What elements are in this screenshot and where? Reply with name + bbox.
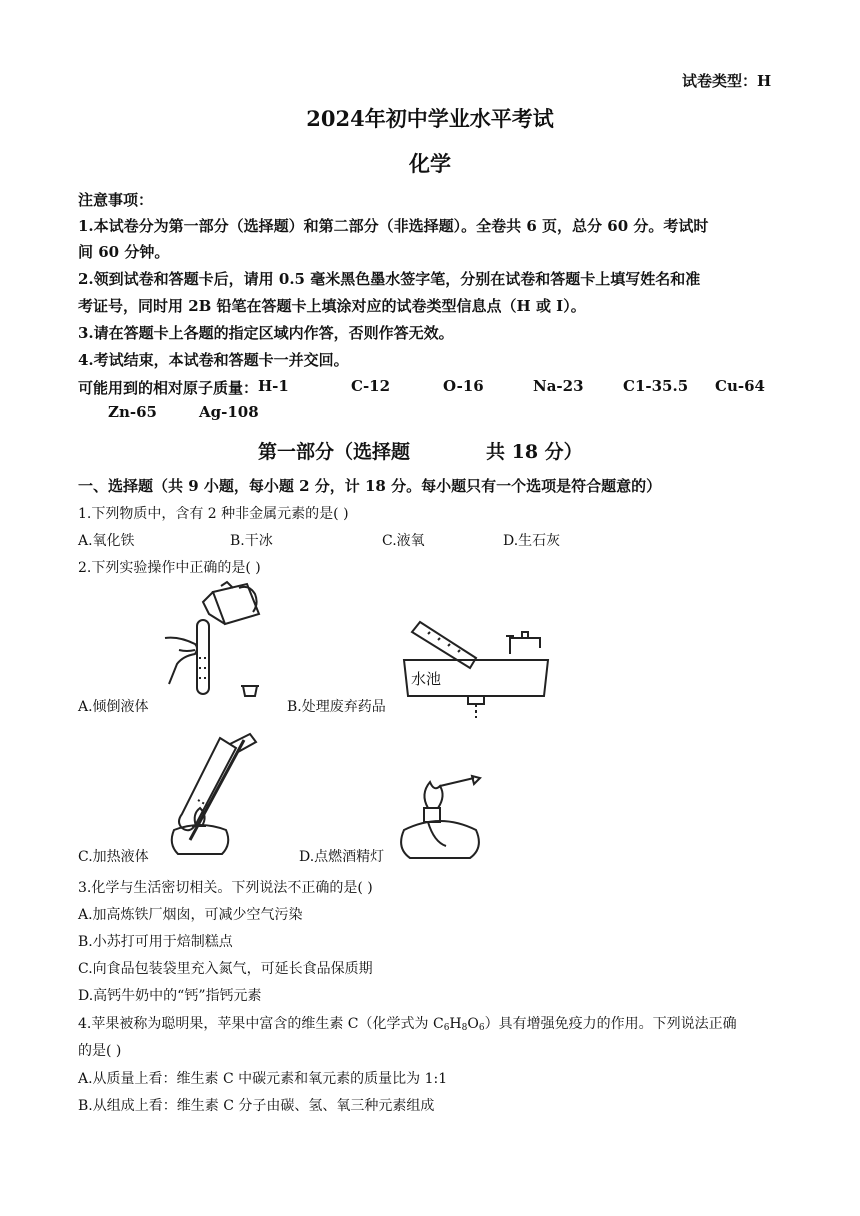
atomic-mass-cl: C1-35.5 (623, 377, 689, 395)
q1-option-d: D.生石灰 (503, 533, 561, 549)
q4-stem-line-2: 的是( ) (78, 1043, 122, 1059)
q3-option-a: A.加高炼铁厂烟囱，可减少空气污染 (78, 907, 303, 923)
atomic-mass-label: 可能用到的相对原子质量： (78, 379, 259, 397)
notice-heading: 注意事项： (78, 191, 154, 209)
q2-stem: 2.下列实验操作中正确的是( ) (78, 560, 261, 576)
q3-option-b: B.小苏打可用于焙制糕点 (78, 934, 233, 950)
q1-option-c: C.液氧 (382, 533, 425, 549)
notice-item-3: 3.请在答题卡上各题的指定区域内作答，否则作答无效。 (78, 324, 454, 342)
part1-score: 共 18 分） (486, 441, 583, 463)
figure-pouring-liquid (155, 580, 285, 710)
exam-title: 2024年初中学业水平考试 (306, 106, 554, 131)
atomic-mass-na: Na-23 (533, 377, 584, 395)
paper-type: 试卷类型：H (682, 72, 772, 90)
atomic-mass-o: O-16 (443, 377, 484, 395)
notice-item-1-line-2: 间 60 分钟。 (78, 243, 170, 261)
q1-stem: 1.下列物质中，含有 2 种非金属元素的是( ) (78, 506, 349, 522)
q3-option-d: D.高钙牛奶中的“钙”指钙元素 (78, 988, 262, 1004)
q4-option-a: A.从质量上看：维生素 C 中碳元素和氧元素的质量比为 1:1 (78, 1071, 448, 1087)
figure-lighting-lamp (398, 770, 498, 860)
q2-option-b: B.处理废弃药品 (287, 699, 386, 715)
q1-option-a: A.氧化铁 (78, 533, 135, 549)
figure-heating-liquid (160, 730, 280, 860)
q4-stem-line-1: 4.苹果被称为聪明果，苹果中富含的维生素 C（化学式为 $C_6H_8O_6$）具有增强免疫力的作用。下列说法正确 (78, 1016, 737, 1033)
q4-option-b: B.从组成上看：维生素 C 分子由碳、氢、氧三种元素组成 (78, 1098, 435, 1114)
q3-stem: 3.化学与生活密切相关。下列说法不正确的是( ) (78, 880, 373, 896)
figure-sink-disposal (398, 610, 558, 720)
q2-option-d: D.点燃酒精灯 (299, 849, 385, 865)
notice-item-4: 4.考试结束，本试卷和答题卡一并交回。 (78, 351, 349, 369)
notice-item-1-line-1: 1.本试卷分为第一部分（选择题）和第二部分（非选择题）。全卷共 6 页，总分 60 分。考试时 (78, 217, 709, 235)
q2-option-a: A.倾倒液体 (78, 699, 149, 715)
atomic-mass-h: H-1 (258, 377, 289, 395)
q1-option-b: B.干冰 (230, 533, 273, 549)
q2-option-c: C.加热液体 (78, 849, 149, 865)
sink-label: 水池 (411, 670, 442, 688)
notice-item-2-line-2: 考证号，同时用 2B 铅笔在答题卡上填涂对应的试卷类型信息点（H 或 I）。 (78, 297, 586, 315)
atomic-mass-cu: Cu-64 (715, 377, 765, 395)
notice-item-2-line-1: 2.领到试卷和答题卡后，请用 0.5 毫米黑色墨水签字笔，分别在试卷和答题卡上填写姓名和准 (78, 270, 701, 288)
section-heading: 一、选择题（共 9 小题，每小题 2 分，计 18 分。每小题只有一个选项是符合题意的） (78, 477, 662, 495)
exam-subject: 化学 (409, 151, 451, 176)
q3-option-c: C.向食品包装袋里充入氮气，可延长食品保质期 (78, 961, 373, 977)
atomic-mass-ag: Ag-108 (199, 403, 259, 421)
atomic-mass-c: C-12 (351, 377, 391, 395)
atomic-mass-zn: Zn-65 (108, 403, 157, 421)
part1-title: 第一部分（选择题 (258, 441, 411, 463)
